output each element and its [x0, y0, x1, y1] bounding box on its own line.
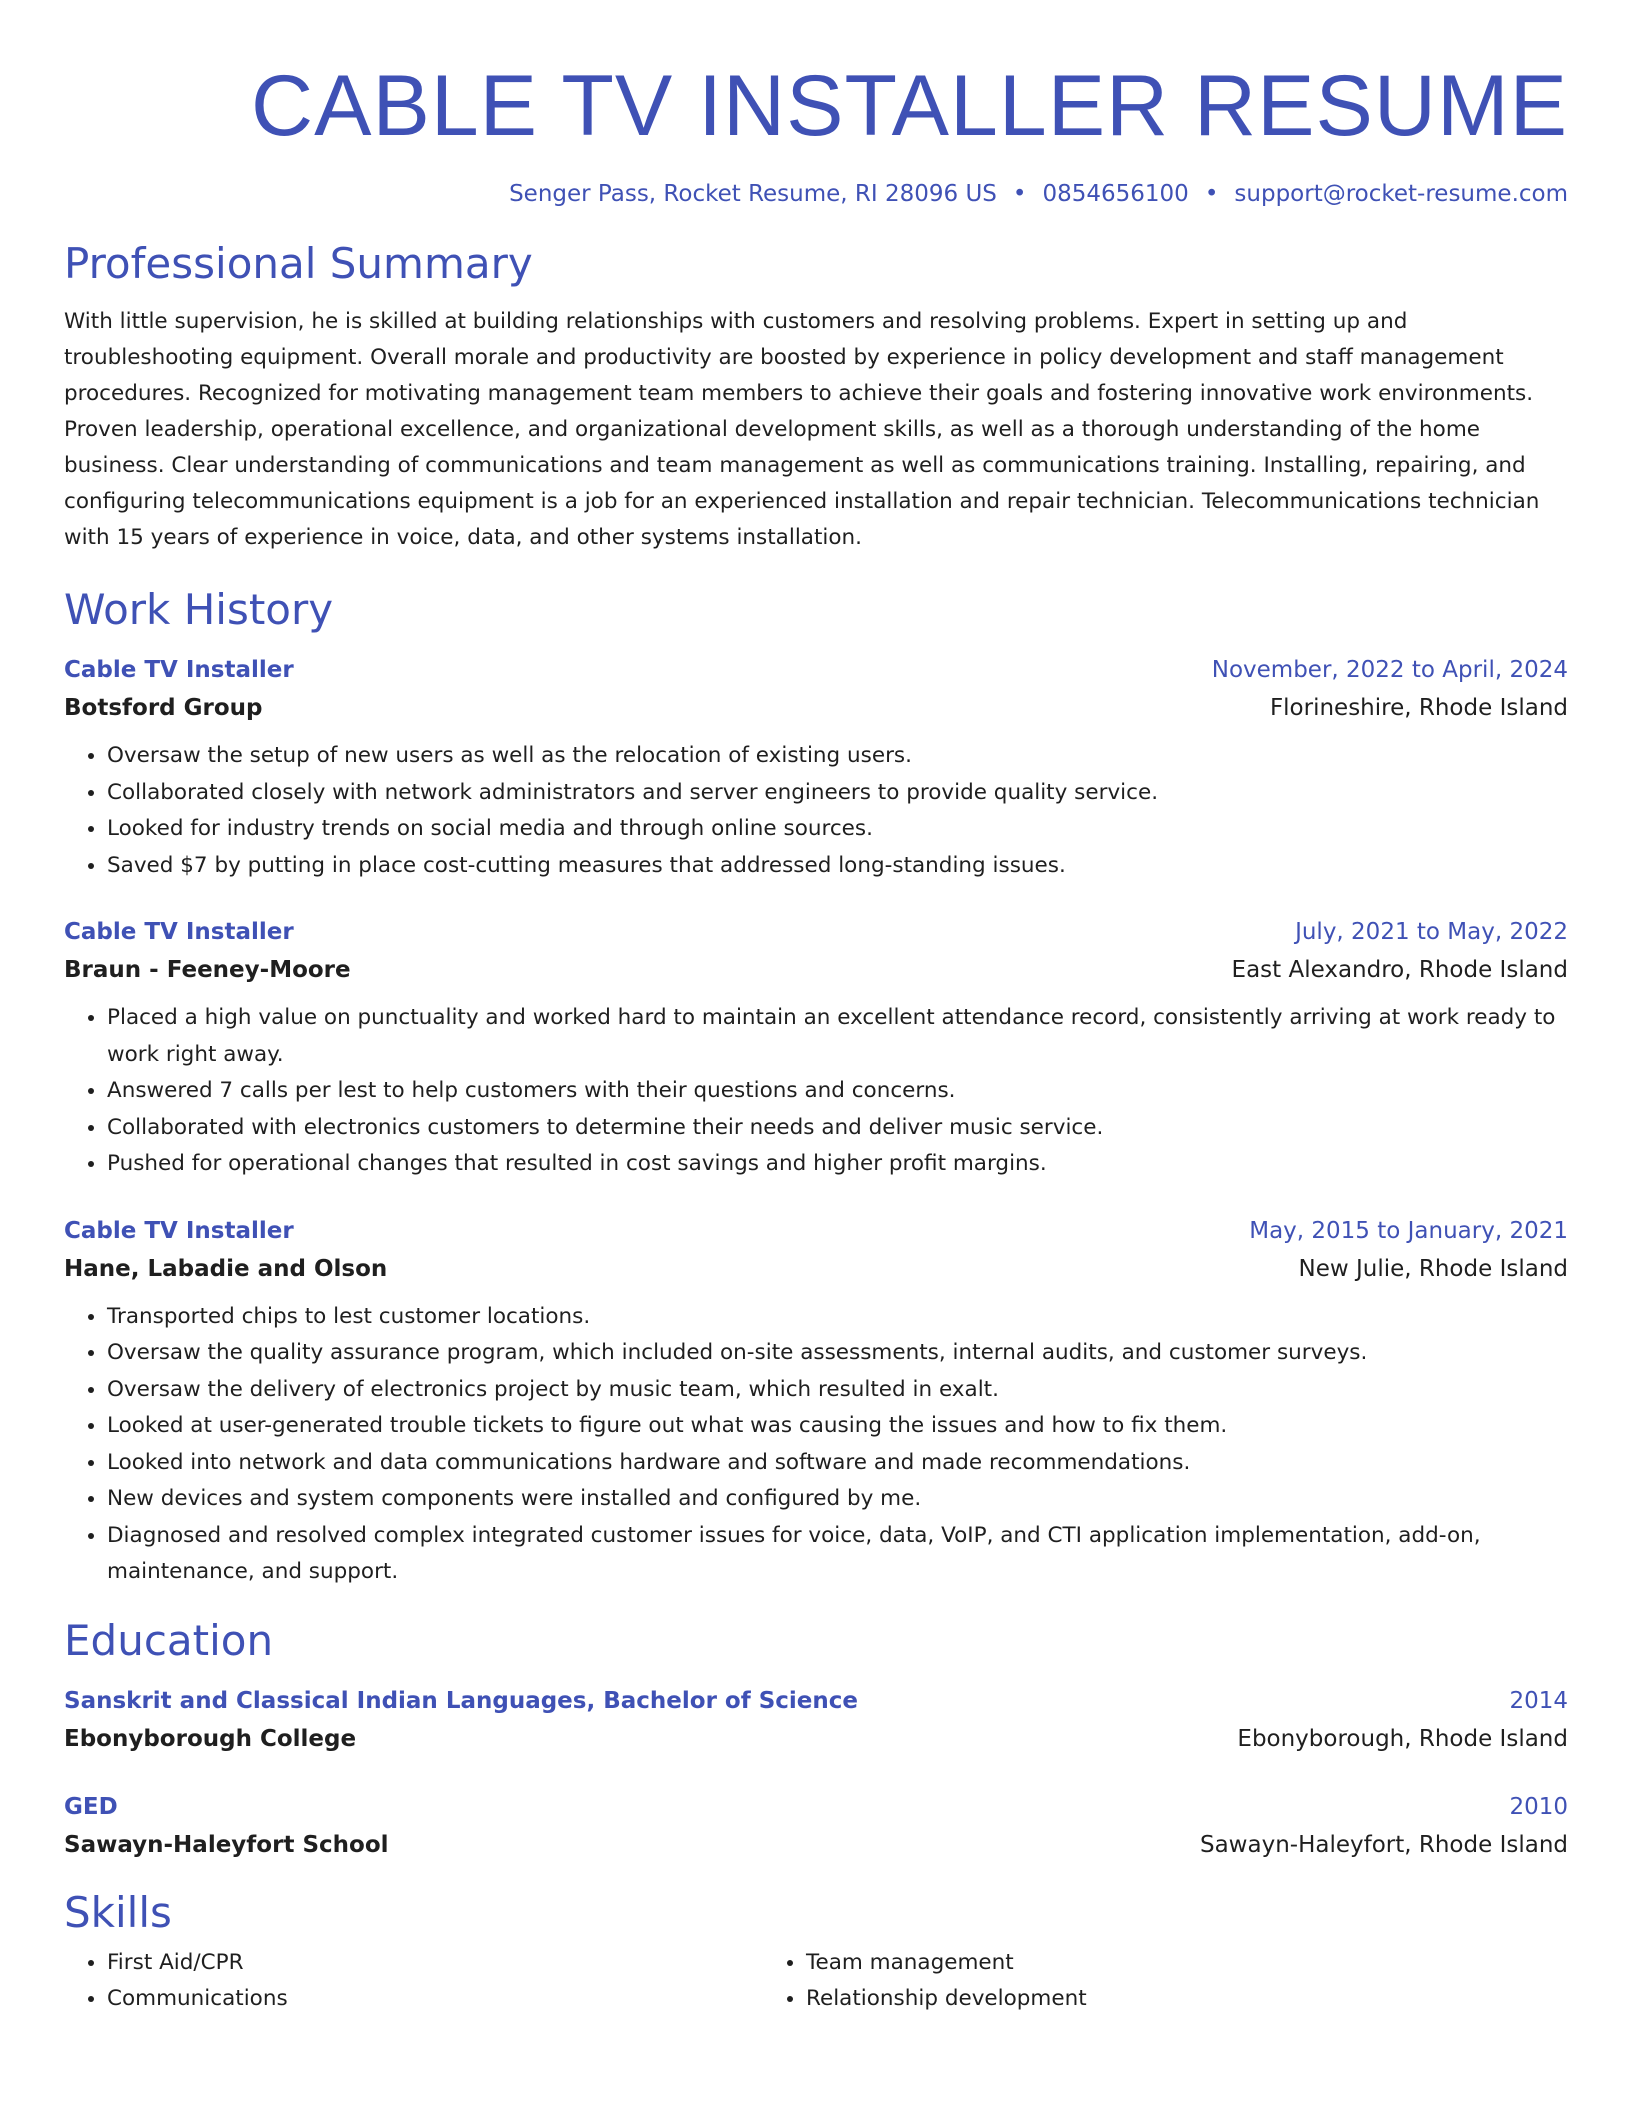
list-item: • Oversaw the quality assurance program, which included on-site assessments, internal audits, and customer surveys.: [107, 1335, 1568, 1372]
list-item: • Pushed for operational changes that resulted in cost savings and higher profit margins.: [107, 1146, 1568, 1183]
employer: Botsford Group: [64, 695, 263, 721]
list-item: • Diagnosed and resolved complex integrated customer issues for voice, data, VoIP, and CTI application implementation, add-on, maintenance, and support.: [107, 1518, 1568, 1591]
job-bullets: [64, 1299, 1568, 1591]
school-name: Sawayn-Haleyfort School: [64, 1831, 389, 1858]
skill-item: • Communications: [107, 1981, 763, 2018]
skills-column-right: [763, 1945, 1462, 2018]
skills-list: [64, 1945, 1568, 2018]
email-link[interactable]: support@rocket-resume.com: [1234, 181, 1568, 207]
job-bullets: [64, 738, 1568, 884]
job-bullets: [64, 1000, 1568, 1183]
list-item: • Looked into network and data communications hardware and software and made recommendations.: [107, 1445, 1568, 1482]
job-entry: [64, 652, 1568, 884]
skill-item: • Team management: [806, 1945, 1462, 1982]
list-item: • Transported chips to lest customer locations.: [107, 1299, 1568, 1336]
school-location: Sawayn-Haleyfort, Rhode Island: [1199, 1831, 1568, 1858]
resume-page: [64, 0, 1568, 2018]
job-location: New Julie, Rhode Island: [1298, 1255, 1568, 1282]
list-item: • Looked for industry trends on social media and through online sources.: [107, 811, 1568, 848]
graduation-year: 2014: [1509, 1687, 1568, 1714]
employer: Braun - Feeney-Moore: [64, 957, 351, 983]
skills-column-left: [64, 1945, 763, 2018]
education-entry: [64, 1683, 1568, 1759]
contact-line: [64, 178, 1568, 210]
list-item: • Looked at user-generated trouble tickets to figure out what was causing the issues and how to fix them.: [107, 1408, 1568, 1445]
list-item: • Collaborated with electronics customers to determine their needs and deliver music service.: [107, 1110, 1568, 1147]
list-item: • Saved $7 by putting in place cost-cutting measures that addressed long-standing issues.: [107, 848, 1568, 885]
list-item: • Oversaw the setup of new users as well as the relocation of existing users.: [107, 738, 1568, 775]
degree: GED: [64, 1793, 118, 1820]
work-history-heading: Work History: [64, 585, 334, 634]
skill-item: • First Aid/CPR: [107, 1945, 763, 1982]
job-dates: November, 2022 to April, 2024: [1211, 657, 1568, 683]
summary-heading: Professional Summary: [64, 239, 533, 288]
job-entry: [64, 1213, 1568, 1591]
list-item: • Answered 7 calls per lest to help customers with their questions and concerns.: [107, 1073, 1568, 1110]
resume-title: CABLE TV INSTALLER RESUME: [251, 58, 1568, 154]
list-item: • Collaborated closely with network administrators and server engineers to provide quality service.: [107, 775, 1568, 812]
job-title: Cable TV Installer: [64, 919, 294, 945]
contact-separator: •: [1204, 181, 1219, 207]
job-dates: May, 2015 to January, 2021: [1249, 1217, 1568, 1244]
job-entry: [64, 914, 1568, 1183]
school-location: Ebonyborough, Rhode Island: [1237, 1725, 1568, 1752]
list-item: • New devices and system components were installed and configured by me.: [107, 1481, 1568, 1518]
education-entry: [64, 1789, 1568, 1865]
degree: Sanskrit and Classical Indian Languages, Bachelor of Science: [64, 1687, 859, 1714]
job-title: Cable TV Installer: [64, 657, 294, 683]
job-location: East Alexandro, Rhode Island: [1231, 957, 1568, 983]
job-title: Cable TV Installer: [64, 1217, 294, 1244]
skill-item: • Relationship development: [806, 1981, 1462, 2018]
school-name: Ebonyborough College: [64, 1725, 357, 1752]
job-dates: July, 2021 to May, 2022: [1295, 919, 1568, 945]
skills-heading: Skills: [64, 1887, 172, 1937]
employer: Hane, Labadie and Olson: [64, 1255, 388, 1282]
contact-separator: •: [1012, 181, 1027, 207]
phone: 0854656100: [1042, 181, 1189, 207]
job-location: Florineshire, Rhode Island: [1269, 695, 1568, 721]
address: Senger Pass, Rocket Resume, RI 28096 US: [509, 181, 997, 207]
summary-text: With little supervision, he is skilled at building relationships with customers and resolving problems. Expert in setting up and troubleshooting equipment. Overall morale and productivity are boosted by experience in policy development and staff management procedures. Recognized for motivating management team members to achieve their goals and fostering innovative work environments. Proven leadership, operational excellence, and organizational development skills, as well as a thorough understanding of the home business. Clear understanding of communications and team management as well as communications training. Installing, repairing, and configuring telecommunications equipment is a job for an experienced installation and repair technician. Telecommunications technician with 15 years of experience in voice, data, and other systems installation.: [64, 309, 1540, 550]
graduation-year: 2010: [1509, 1793, 1568, 1820]
education-heading: Education: [64, 1615, 274, 1665]
list-item: • Oversaw the delivery of electronics project by music team, which resulted in exalt.: [107, 1372, 1568, 1409]
list-item: • Placed a high value on punctuality and worked hard to maintain an excellent attendance record, consistently arriving at work ready to work right away.: [107, 1000, 1568, 1073]
